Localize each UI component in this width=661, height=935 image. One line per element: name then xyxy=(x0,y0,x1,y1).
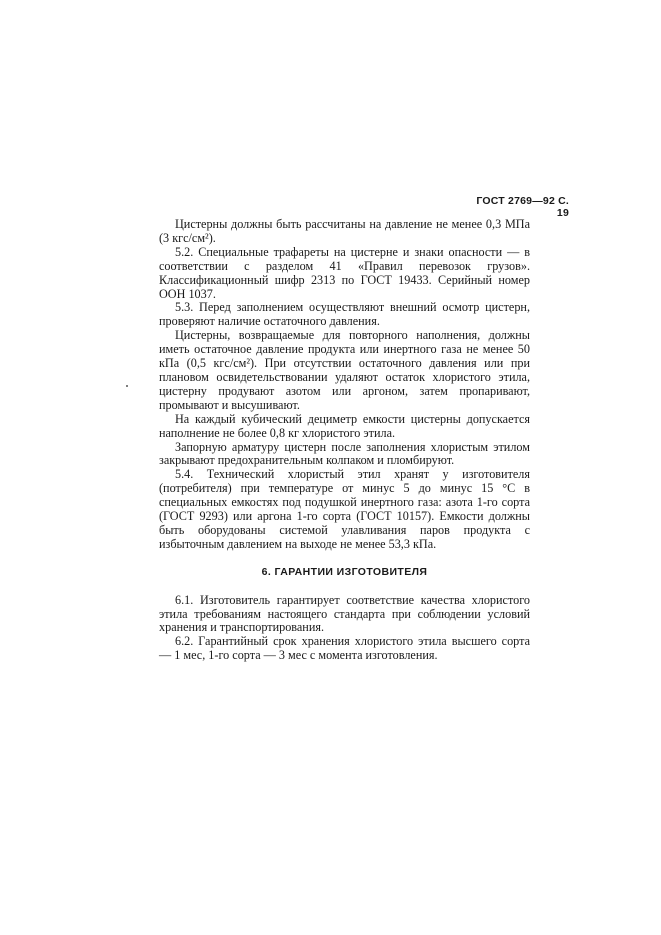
paragraph-5-3: 5.3. Перед заполнением осуществляют внешний осмотр цистерн, проверяют наличие остаточного давления. xyxy=(159,300,530,329)
scan-speck xyxy=(126,385,128,387)
paragraph-fill-limit: На каждый кубический дециметр емкости цистерны допускается наполнение не более 0,8 кг хлористого этила. xyxy=(159,411,530,440)
paragraph-refill: Цистерны, возвращаемые для повторного наполнения, должны иметь остаточное давление продукта или инертного газа не менее 50 кПа (0,5 кгс/см²). При отсутствии остаточного давления или при плановом освидетельствовании удаляют остаток хлористого этила, цистерну продувают азотом или аргоном, затем пропаривают, промывают и высушивают. xyxy=(159,328,530,412)
running-header: ГОСТ 2769—92 С. 19 xyxy=(476,195,569,219)
paragraph-5-4: 5.4. Технический хлористый этил хранят у изготовителя (потребителя) при температуре от минус 5 до минус 15 °С в специальных емкостях под подушкой инертного газа: азота 1-го сорта (ГОСТ 9293) или аргона 1-го сорта (ГОСТ 10157). Емкости должны быть оборудованы системой улавливания паров продукта с избыточным давлением на выходе не менее 53,3 кПа. xyxy=(159,467,530,551)
paragraph-6-1: 6.1. Изготовитель гарантирует соответствие качества хлористого этила требованиям настоящего стандарта при соблюдении условий хранения и транспортирования. xyxy=(159,592,530,635)
paragraph-valves: Запорную арматуру цистерн после заполнения хлористым этилом закрывают предохранительным колпаком и пломбируют. xyxy=(159,439,530,468)
section-title: 6. ГАРАНТИИ ИЗГОТОВИТЕЛЯ xyxy=(261,565,428,578)
paragraph-6-2: 6.2. Гарантийный срок хранения хлористого этила высшего сорта — 1 мес, 1-го сорта — 3 мес с момента изготовления. xyxy=(159,634,530,663)
document-body xyxy=(159,218,530,663)
paragraph-tank-pressure: Цистерны должны быть рассчитаны на давление не менее 0,3 МПа (3 кгс/см²). xyxy=(159,217,530,245)
paragraph-5-2: 5.2. Специальные трафареты на цистерне и знаки опасности — в соответствии с разделом 41 «Правил перевозок грузов». Классификационный шифр 2313 по ГОСТ 19433. Серийный номер ООН 1037. xyxy=(159,244,530,301)
